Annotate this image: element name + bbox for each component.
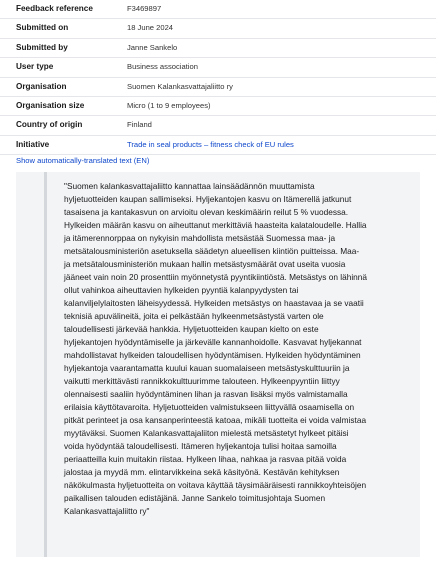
feedback-text: "Suomen kalankasvattajaliitto kannattaa lainsäädännön muuttamista hyljetuotteiden kaupan sallimiseksi. Hyljekantojen kasvu on Itämerellä jatkunut tasaisena ja kantakasvun on arvioitu olevan keskimäärin reilut 5 % vuodessa. Hylkeiden määrän kasvu on aiheuttanut merkittäviä haasteita kalataloudelle. Hallia ja itämerennorppaa on nykyisin mahdollista metsästää Suomessa maa- ja metsätalousministeriön asetuksella säädetyn alueellisen kiintiön puitteissa. Maa- ja metsätalousministeriön mukaan hallin metsästysmäärät ovat useita vuosia jääneet vain noin 20 prosenttiin myönnetystä pyyntikiintiöstä. Metsästys on lähinnä ollut vahinkoa aiheuttavien hylkeiden pyyntiä kalanpyydysten tai kalanviljelylaitosten läheisyydessä. Hylkeiden metsästys on haastavaa ja se vaatii teknisiä apuvälineitä, joita ei pelkästään hylkeenmetsästystä varten ole taloudellisesti järkevää hankkia. Hyljetuotteiden kaupan kielto on este hyljekantojen hyödyntämiselle ja järkevälle kannanhoidolle. Kasvavat hyljekannat mahdollistavat hylkeiden taloudellisen hyödyntämisen. Hylkeiden hyödyntäminen hyljekantoja vaarantamatta kuului kauan suomalaiseen metsästyskulttuuriin ja vaikutti merkittävästi rannikkokulttuurimme talouteen. Hylkeenpyyntiin liittyy olennaisesti saaliin hyödyntäminen lihan ja rasvan lisäksi myös valmistamalla erilaisia käyttötavaroita. Hyljetuotteiden valmistukseen liittyvällä osaamisella on pitkät perinteet ja osa kansanperinteestä katoaa, mikäli tuotteita ei voida valmistaa myytäväksi. Suomen Kalankasvattajaliiton mielestä metsästetyt hylkeet pitäisi voida hyödyntää taloudellisesti. Itämeren hyljekantoja tulisi hoitaa samoilla periaatteilla kuin muitakin riistaa. Hylkeen lihaa, nahkaa ja rasvaa pitää voida jalostaa ja myydä mm. elintarvikkeina sekä käsityönä. Kestävän kehityksen näkökulmasta hyljetuotteita on voitava käyttää täysimääräisesti rannikkoyhteisöjen paikallisen talouden edistäjänä. Janne Sankelo toimitusjohtaja Suomen Kalankasvattajaliitto ry" <box>64 181 368 516</box>
meta-label: Organisation size <box>16 100 85 110</box>
meta-label: Submitted by <box>16 42 68 52</box>
meta-row-country <box>0 116 436 135</box>
meta-label: Country of origin <box>16 120 83 130</box>
initiative-link[interactable]: Trade in seal products – fitness check of EU rules <box>127 139 294 149</box>
quote-bar <box>44 172 47 557</box>
feedback-details-table <box>0 0 436 155</box>
meta-label: User type <box>16 62 54 72</box>
meta-row-user-type <box>0 58 436 77</box>
feedback-reference-value: F3469897 <box>127 4 162 13</box>
submitted-by-value: Janne Sankelo <box>127 42 178 52</box>
show-translation-link[interactable]: Show automatically-translated text (EN) <box>16 156 150 165</box>
organisation-value: Suomen Kalankasvattajaliitto ry <box>127 81 233 91</box>
submitted-on-value: 18 June 2024 <box>127 23 174 33</box>
user-type-value: Business association <box>127 62 198 72</box>
meta-row-organisation <box>0 78 436 97</box>
meta-row-organisation-size <box>0 97 436 116</box>
meta-row-reference <box>0 0 436 19</box>
meta-label: Feedback reference <box>16 4 93 13</box>
meta-label: Organisation <box>16 81 67 91</box>
meta-label: Submitted on <box>16 23 69 33</box>
meta-row-submitted-by <box>0 39 436 58</box>
meta-row-initiative <box>0 136 436 155</box>
country-value: Finland <box>127 120 152 130</box>
meta-label: Initiative <box>16 139 50 149</box>
organisation-size-value: Micro (1 to 9 employees) <box>127 100 211 110</box>
meta-row-submitted-on <box>0 19 436 38</box>
